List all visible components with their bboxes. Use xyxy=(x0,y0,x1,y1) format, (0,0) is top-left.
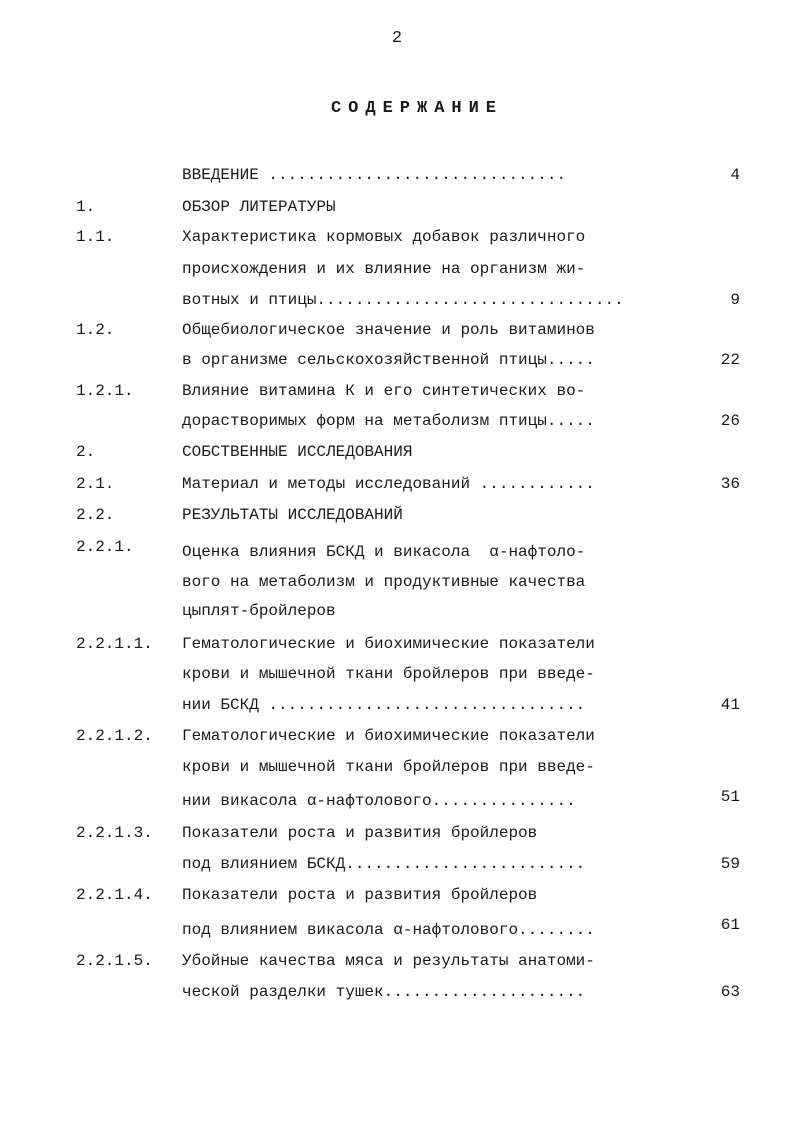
toc-entry-text: крови и мышечной ткани бройлеров при введе- xyxy=(182,665,595,683)
toc-entry-text: Гематологические и биохимические показатели xyxy=(182,635,595,653)
toc-entry-number: 2.2.1.2. xyxy=(76,727,153,745)
toc-entry-page: 9 xyxy=(730,291,740,309)
toc-entry-text: вого на метаболизм и продуктивные качества xyxy=(182,573,586,591)
toc-entry-number: 2.2.1. xyxy=(76,538,134,556)
toc-entry-text: нии викасола α-нафтолового............... xyxy=(182,792,576,810)
toc-entry-number: 2.2.1.3. xyxy=(76,824,153,842)
toc-entry-text: Материал и методы исследований ............ xyxy=(182,475,595,493)
toc-entry-page: 59 xyxy=(720,855,740,873)
toc-entry-number: 2.2.1.4. xyxy=(76,886,153,904)
toc-entry-page: 63 xyxy=(720,983,740,1001)
toc-entry-page: 26 xyxy=(720,412,740,430)
page-number: 2 xyxy=(391,29,403,48)
toc-entry-text: Показатели роста и развития бройлеров xyxy=(182,886,538,904)
toc-entry-text: ВВЕДЕНИЕ ............................... xyxy=(182,166,567,184)
toc-entry-text: под влиянием викасола α-нафтолового........ xyxy=(182,921,595,939)
toc-entry-number: 2.2.1.5. xyxy=(76,952,153,970)
toc-entry-number: 2.1. xyxy=(76,475,115,493)
toc-entry-text: под влиянием БСКД......................... xyxy=(182,855,586,873)
toc-entry-text: ческой разделки тушек..................... xyxy=(182,983,586,1001)
toc-entry-text: крови и мышечной ткани бройлеров при введе- xyxy=(182,758,595,776)
toc-entry-page: 41 xyxy=(720,696,740,714)
toc-entry-text: Общебиологическое значение и роль витаминов xyxy=(182,321,595,339)
toc-entry-text: нии БСКД ................................. xyxy=(182,696,586,714)
toc-entry-page: 61 xyxy=(720,916,740,934)
toc-entry-number: 2.2. xyxy=(76,506,115,524)
toc-entry-number: 1.2.1. xyxy=(76,382,134,400)
toc-entry-text: Оценка влияния БСКД и викасола α-нафтоло- xyxy=(182,543,586,561)
toc-entry-text: Влияние витамина К и его синтетических во- xyxy=(182,382,586,400)
toc-entry-text: происхождения и их влияние на организм жи- xyxy=(182,260,586,278)
toc-entry-number: 1. xyxy=(76,198,96,216)
toc-entry-text: СОБСТВЕННЫЕ ИССЛЕДОВАНИЯ xyxy=(182,443,413,461)
toc-entry-text: Характеристика кормовых добавок различного xyxy=(182,228,586,246)
toc-entry-number: 2. xyxy=(76,443,96,461)
toc-entry-text: вотных и птицы................................ xyxy=(182,291,624,309)
toc-entry-number: 1.2. xyxy=(76,321,115,339)
toc-entry-page: 22 xyxy=(720,351,740,369)
page-title: СОДЕРЖАНИЕ xyxy=(330,99,504,118)
toc-entry-page: 51 xyxy=(720,788,740,806)
toc-entry-number: 1.1. xyxy=(76,228,115,246)
toc-entry-text: Показатели роста и развития бройлеров xyxy=(182,824,538,842)
toc-entry-text: РЕЗУЛЬТАТЫ ИССЛЕДОВАНИЙ xyxy=(182,506,403,524)
toc-entry-text: Гематологические и биохимические показатели xyxy=(182,727,595,745)
toc-entry-number: 2.2.1.1. xyxy=(76,635,153,653)
toc-entry-text: Убойные качества мяса и результаты анатоми- xyxy=(182,952,595,970)
toc-entry-page: 4 xyxy=(730,166,740,184)
toc-entry-text: в организме сельскохозяйственной птицы..... xyxy=(182,351,595,369)
toc-entry-text: дорастворимых форм на метаболизм птицы..... xyxy=(182,412,595,430)
toc-entry-text: ОБЗОР ЛИТЕРАТУРЫ xyxy=(182,198,336,216)
toc-entry-text: цыплят-бройлеров xyxy=(182,602,336,620)
toc-entry-page: 36 xyxy=(720,475,740,493)
